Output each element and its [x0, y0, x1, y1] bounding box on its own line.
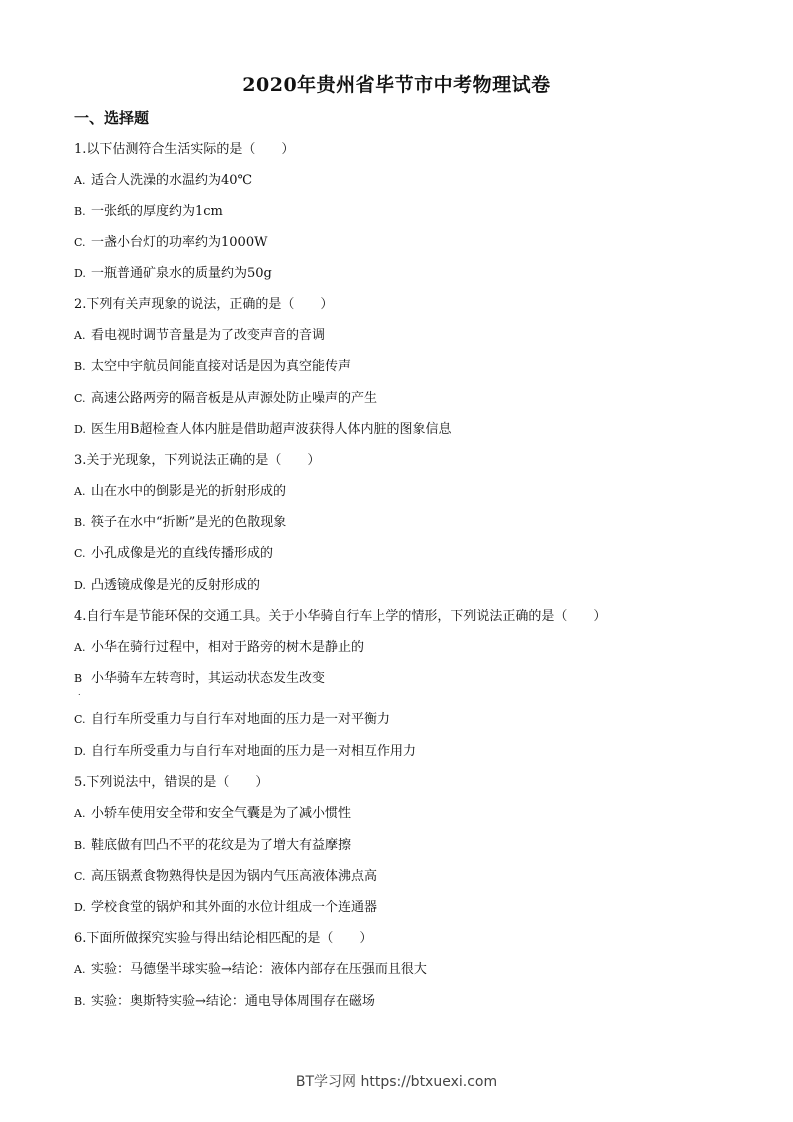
- option-text: 实验：马德堡半球实验→结论：液体内部存在压强而且很大: [91, 962, 427, 977]
- question-stem: 1.以下估测符合生活实际的是（ ）: [74, 142, 295, 157]
- document-title: 2020年贵州省毕节市中考物理试卷: [242, 74, 551, 96]
- option: [74, 391, 377, 407]
- option-text: 山在水中的倒影是光的折射形成的: [91, 484, 287, 499]
- section-heading: 一、选择题: [74, 109, 150, 127]
- option: [74, 640, 364, 656]
- option: [74, 869, 377, 885]
- option-text: 小华骑车左转弯时，其运动状态发生改变: [91, 671, 326, 686]
- footer-watermark: BT学习网 https://btxuexi.com: [295, 1074, 498, 1090]
- option: [74, 962, 427, 978]
- option-letter: C.: [74, 236, 86, 249]
- option-text: 小孔成像是光的直线传播形成的: [91, 546, 274, 561]
- question-stem: 4.自行车是节能环保的交通工具。关于小华骑自行车上学的情形，下列说法正确的是（ ）: [74, 609, 607, 624]
- option-text: 小轿车使用安全带和安全气囊是为了减小惯性: [91, 806, 352, 821]
- option-text: 鞋底做有凹凸不平的花纹是为了增大有益摩擦: [91, 838, 352, 853]
- option-letter: A.: [74, 485, 86, 498]
- option-text: 高速公路两旁的隔音板是从声源处防止噪声的产生: [91, 391, 378, 406]
- option: [74, 994, 375, 1010]
- option-text: 凸透镜成像是光的反射形成的: [91, 578, 261, 593]
- option-letter: D.: [74, 745, 86, 758]
- question-stem: 5.下列说法中，错误的是（ ）: [74, 775, 269, 790]
- option: [74, 359, 351, 375]
- option-letter: B.: [74, 995, 86, 1008]
- option-letter: C.: [74, 713, 86, 726]
- option-letter: D.: [74, 267, 86, 280]
- option: [74, 712, 390, 728]
- option-text: 自行车所受重力与自行车对地面的压力是一对平衡力: [91, 712, 391, 727]
- option-text: 高压锅煮食物熟得快是因为锅内气压高液体沸点高: [91, 869, 378, 884]
- option-letter: A.: [74, 807, 86, 820]
- option-letter: D.: [74, 423, 86, 436]
- option-letter: C.: [74, 392, 86, 405]
- option: [74, 422, 452, 438]
- option-letter: C.: [74, 870, 86, 883]
- option-text: 一瓶普通矿泉水的质量约为50g: [91, 266, 272, 281]
- option-letter: A.: [74, 329, 86, 342]
- option: [74, 671, 325, 687]
- option-text: 适合人洗澡的水温约为40℃: [91, 173, 253, 188]
- option-letter: B.: [74, 205, 86, 218]
- option: [74, 328, 325, 344]
- option: [74, 578, 260, 594]
- option-letter: A.: [74, 174, 86, 187]
- question-stem: 6.下面所做探究实验与得出结论相匹配的是（ ）: [74, 931, 373, 946]
- option: [74, 204, 223, 220]
- option-letter: B.: [74, 516, 86, 529]
- option-text: 实验：奥斯特实验→结论：通电导体周围存在磁场: [91, 994, 375, 1009]
- option: [74, 546, 273, 562]
- option-text: 一张纸的厚度约为1cm: [91, 204, 223, 219]
- option-letter: A.: [74, 963, 86, 976]
- option: [74, 515, 286, 531]
- option: [74, 173, 252, 189]
- option-text: 一盏小台灯的功率约为1000W: [91, 235, 268, 250]
- option-text: 学校食堂的锅炉和其外面的水位计组成一个连通器: [91, 900, 378, 915]
- option-text: 看电视时调节音量是为了改变声音的音调: [91, 328, 326, 343]
- option-text: 医生用B超检查人体内脏是借助超声波获得人体内脏的图象信息: [91, 422, 452, 437]
- option: [74, 744, 416, 760]
- question-stem: 2.下列有关声现象的说法，正确的是（ ）: [74, 297, 334, 312]
- option: [74, 266, 272, 282]
- option: [74, 235, 267, 251]
- option-letter: C.: [74, 547, 86, 560]
- stray-mark: .: [78, 688, 81, 697]
- option-letter: D.: [74, 579, 86, 592]
- option-letter: B: [74, 672, 83, 685]
- option-letter: B.: [74, 360, 86, 373]
- option-text: 筷子在水中“折断”是光的色散现象: [91, 515, 287, 530]
- question-stem: 3.关于光现象，下列说法正确的是（ ）: [74, 453, 321, 468]
- option-letter: B.: [74, 839, 86, 852]
- option-letter: D.: [74, 901, 86, 914]
- option-text: 太空中宇航员间能直接对话是因为真空能传声: [91, 359, 352, 374]
- option: [74, 806, 351, 822]
- option: [74, 838, 351, 854]
- option: [74, 900, 377, 916]
- option: [74, 484, 286, 500]
- option-text: 自行车所受重力与自行车对地面的压力是一对相互作用力: [91, 744, 417, 759]
- option-letter: A.: [74, 641, 86, 654]
- option-text: 小华在骑行过程中，相对于路旁的树木是静止的: [91, 640, 365, 655]
